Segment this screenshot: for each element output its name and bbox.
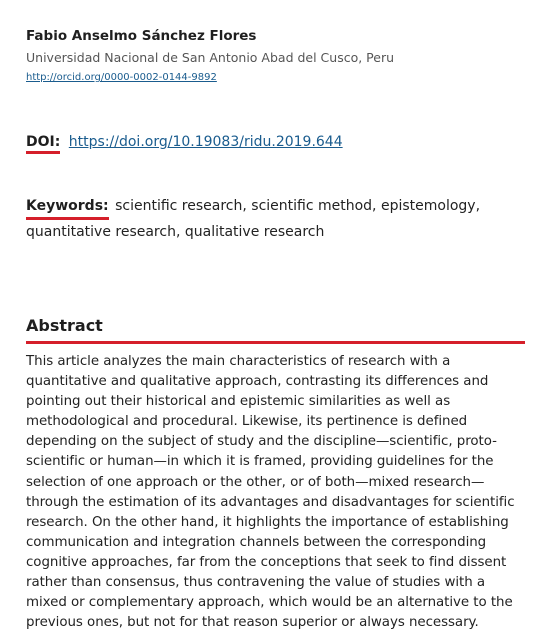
doi-row [26,134,343,154]
doi-link[interactable]: https://doi.org/10.19083/ridu.2019.644 [68,134,343,150]
abstract-heading: Abstract [26,316,525,344]
abstract-text: This article analyzes the main characteristics of research with a quantitative and qualitative approach, contrasting its differences and pointing out their historical and epistemic similarities as well as methodological and procedural. Likewise, its pertinence is defined depending on the subject of study and the discipline—scientific, proto-scientific or human—in which it is framed, providing guidelines for the selection of one approach or the other, or of both—mixed research—through the estimation of its advantages and disadvantages for scientific research. On the other hand, it highlights the importance of establishing communication and integration channels between the corresponding cognitive approaches, far from the conceptions that seek to find dissent rather than consensus, thus contravening the value of studies with a mixed or complementary approach, which would be an alternative to the previous ones, but not for that reason superior or always necessary. [26,354,515,631]
keywords-section [26,194,526,245]
keywords-label: Keywords: [26,196,109,220]
author-name: Fabio Anselmo Sánchez Flores [26,28,257,44]
keywords-text: scientific research, scientific method, epistemology, quantitative research, qualitative research [26,198,481,240]
author-affiliation: Universidad Nacional de San Antonio Abad del Cusco, Peru [26,50,395,65]
doi-label: DOI: [26,134,60,154]
orcid-link[interactable]: http://orcid.org/0000-0002-0144-9892 [26,72,217,83]
